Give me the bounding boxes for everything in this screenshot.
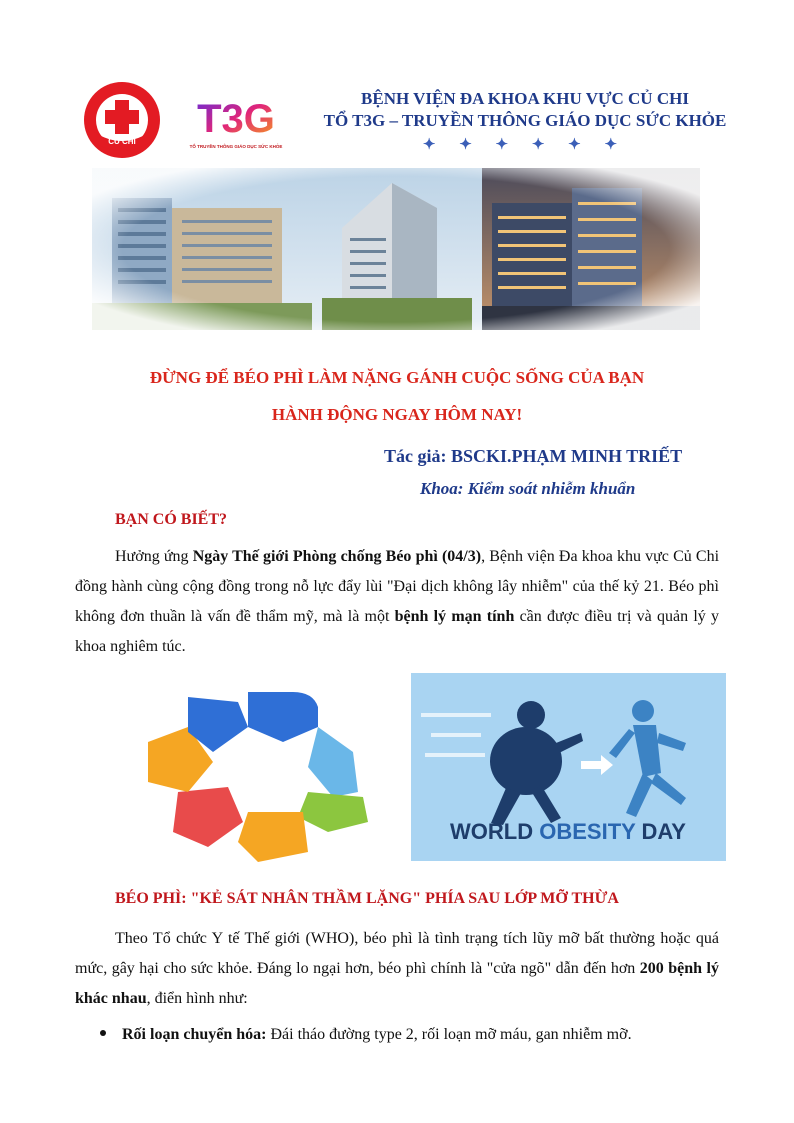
p2-text-c: , điển hình như: bbox=[146, 990, 248, 1007]
section-heading-silent-killer: BÉO PHÌ: "KẺ SÁT NHÂN THẦM LẶNG" PHÍA SAU LỚP MỠ THỪA bbox=[115, 890, 619, 907]
t3g-logo bbox=[189, 76, 283, 162]
star-divider: ✦ ✦ ✦ ✦ ✦ ✦ bbox=[422, 137, 628, 153]
teamwork-hands-image bbox=[118, 672, 388, 868]
t3g-logo-mark: T3G bbox=[197, 97, 275, 141]
hospital-logo bbox=[82, 80, 162, 160]
bullet-text: Đái tháo đường type 2, rối loạn mỡ máu, gan nhiễm mỡ. bbox=[266, 1026, 632, 1043]
p1-text-a: Hưởng ứng bbox=[115, 548, 193, 565]
section-heading-did-you-know: BẠN CÓ BIẾT? bbox=[115, 511, 228, 528]
who-paragraph bbox=[75, 924, 719, 1014]
p2-text-a: Theo Tổ chức Y tế Thế giới (WHO), béo phì là tình trạng tích lũy mỡ bất thường hoặc quá mức, gây hại cho sức khỏe. Đáng lo ngại hơn, béo phì chính là "cửa ngõ" dẫn đến hơn bbox=[75, 930, 719, 977]
author-line: Tác giả: BSCKI.PHẠM MINH TRIẾT bbox=[384, 446, 683, 466]
bullet-label: Rối loạn chuyển hóa: bbox=[122, 1026, 267, 1043]
world-obesity-day-image bbox=[411, 673, 726, 861]
department-line: Khoa: Kiểm soát nhiễm khuẩn bbox=[420, 479, 636, 498]
header-block bbox=[300, 88, 750, 156]
p2-bold-diseases: 200 bệnh lý khác nhau bbox=[75, 960, 720, 1007]
team-name: TỔ T3G – TRUYỀN THÔNG GIÁO DỤC SỨC KHỎE bbox=[323, 111, 727, 130]
t3g-logo-caption: TỔ TRUYỀN THÔNG GIÁO DỤC SỨC KHỎE bbox=[189, 144, 283, 149]
intro-paragraph bbox=[75, 542, 719, 662]
hospital-buildings-banner bbox=[92, 168, 700, 330]
hospital-logo-text: CỦ CHI bbox=[108, 137, 136, 146]
p1-text-e: cần được điều trị và quản lý y khoa nghiêm túc. bbox=[75, 608, 719, 655]
bullet-dot bbox=[100, 1030, 106, 1036]
p1-bold-chronic: bệnh lý mạn tính bbox=[394, 608, 515, 625]
p1-bold-event: Ngày Thế giới Phòng chống Béo phì (04/3) bbox=[192, 548, 482, 565]
p1-text-c: , Bệnh viện Đa khoa khu vực Củ Chi đồng hành cùng cộng đồng trong nỗ lực đẩy lùi "Đại dịch không lây nhiễm" của thế kỷ 21. Béo phì không đơn thuần là vấn đề thẩm mỹ, mà là một bbox=[75, 548, 720, 625]
hospital-name: BỆNH VIỆN ĐA KHOA KHU VỰC CỦ CHI bbox=[361, 89, 689, 108]
bullet-metabolic-disorders bbox=[100, 1020, 740, 1050]
article-title-line1: ĐỪNG ĐỂ BÉO PHÌ LÀM NẶNG GÁNH CUỘC SỐNG CỦA BẠN bbox=[149, 368, 645, 387]
world-obesity-day-text: WORLD OBESITY DAY bbox=[450, 819, 686, 844]
article-title-line2: HÀNH ĐỘNG NGAY HÔM NAY! bbox=[271, 405, 523, 424]
